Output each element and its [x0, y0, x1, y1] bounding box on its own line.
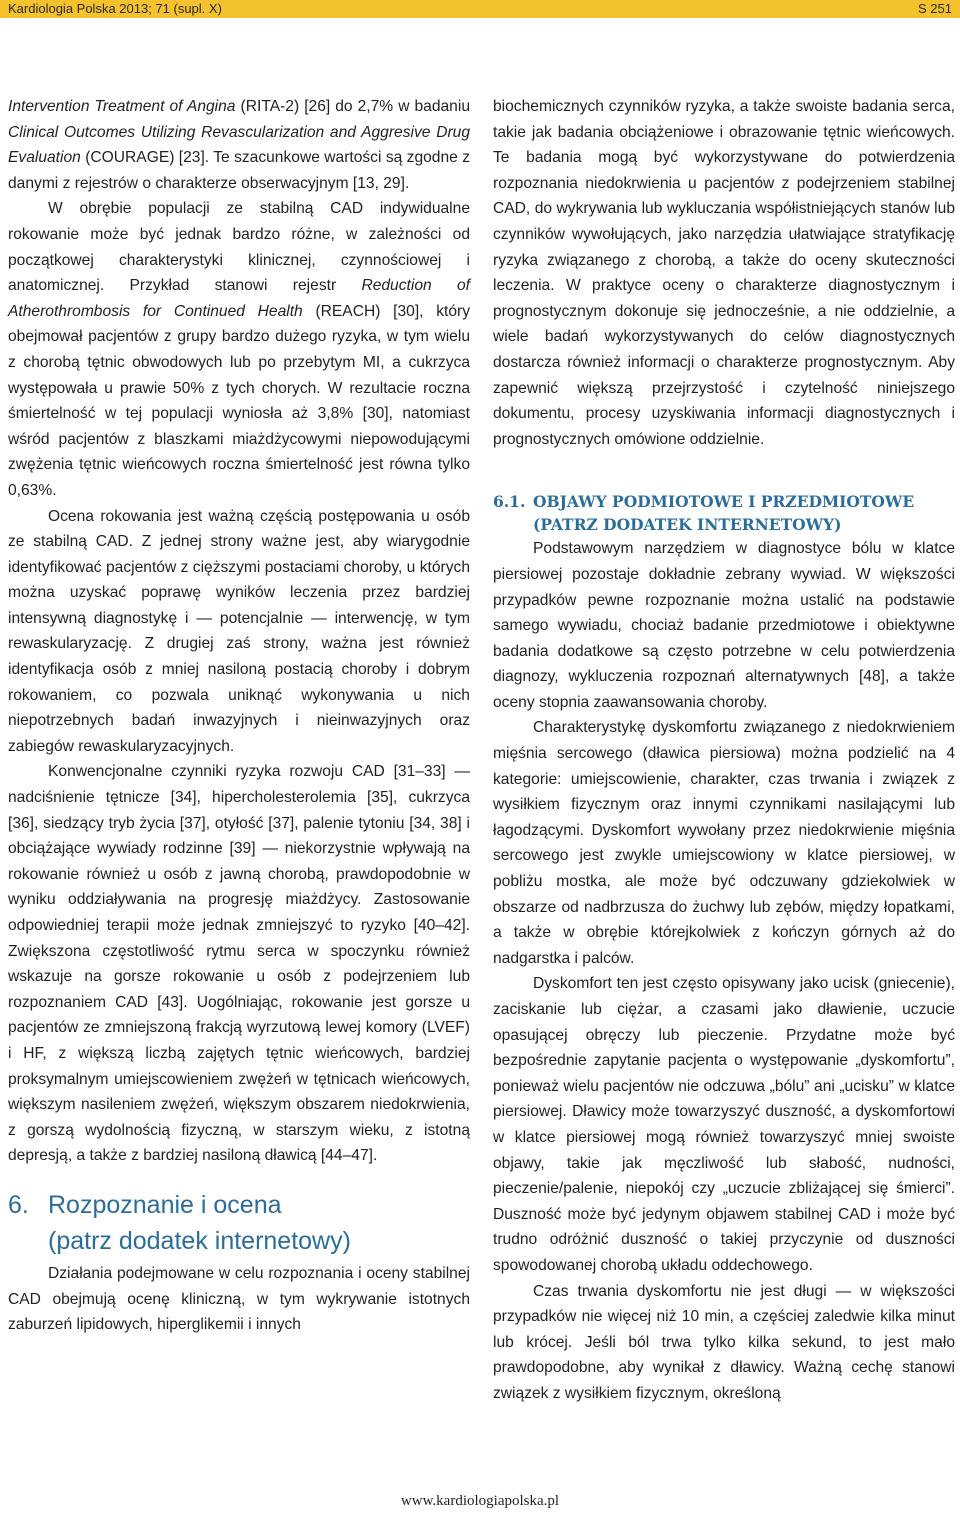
- paragraph: biochemicznych czynników ryzyka, a także swoiste badania serca, takie jak badania obciążeniowe i obrazowanie tętnic wieńcowych. Te badania mogą być wykorzystywane do potwierdzenia rozpoznania niedokrwienia u pacjentów z podejrzeniem stabilnej CAD, do wykrywania lub wykluczania współistniejących stanów lub czynników wywołujących, jako narzędzia ułatwiające stratyfikację ryzyka związanego z chorobą, a także do oceny skuteczności leczenia. W praktyce oceny o charakterze diagnostycznym i prognostycznym dokonuje się jednocześnie, a nie oddzielnie, a wiele badań wykorzystywanych do celów diagnostycznych dostarcza również informacji o charakterze prognostycznym. Aby zapewnić większą przejrzystość i czytelność niniejszego dokumentu, procesy uzyskiwania informacji diagnostycznych i prognostycznych omówione oddzielnie.: [493, 98, 955, 448]
- section-heading: [8, 1187, 470, 1259]
- paragraph-text: (RITA-2) [26] do 2,7% w badaniu: [235, 98, 470, 115]
- paragraph: Charakterystykę dyskomfortu związanego z niedokrwieniem mięśnia sercowego (dławica piersiowa) można podzielić na 4 kategorie: umiejscowienie, charakter, czas trwania i związek z wysiłkiem fizycznym oraz innymi czynnikami nasilającymi lub łagodzącymi. Dyskomfort wywołany przez niedokrwienie mięśnia sercowego jest zwykle umiejscowiony w klatce piersiowej, w pobliżu mostka, ale może być odczuwany gdziekolwiek w obszarze od nadbrzusza do żuchwy lub zębów, między łopatkami, a także w obrębie którejkolwiek z kończyn górnych aż do nadgarstka i palców.: [493, 719, 955, 967]
- paragraph: Czas trwania dyskomfortu nie jest długi — w większości przypadków nie więcej niż 10 min, a częściej zaledwie kilka minut lub krócej. Jeśli ból trwa tylko kilka sekund, to jest mało prawdopodobne, aby wynikał z dławicy. Ważną cechę stanowi związek z wysiłkiem fizycznym, określoną: [493, 1282, 955, 1402]
- paragraph-text: (COURAGE) [23]. Te szacunkowe wartości są zgodne z danymi z rejestrów o charakterze obserwacyjnym [13, 29].: [8, 149, 470, 192]
- section-subtitle: (patrz dodatek internetowy): [48, 1226, 351, 1255]
- paragraph: [8, 196, 470, 503]
- trial-name: Intervention Treatment of Angina: [8, 98, 236, 115]
- paragraph: Dyskomfort ten jest często opisywany jako ucisk (gniecenie), zaciskanie lub ciężar, a czasami jako dławienie, uczucie opasującej obręczy lub pieczenie. Przydatne może być bezpośrednie zapytanie pacjenta o występowanie „dyskomfortu”, ponieważ wielu pacjentów nie odczuwa „bólu” ani „ucisku” w klatce piersiowej. Dławicy może towarzyszyć duszność, a dyskomfortowi w klatce piersiowej mogą również towarzyszyć mniej swoiste objawy, takie jak męczliwość lub słabość, nudności, pieczenie/palenie, niepokój czy „uczucie zbliżającej się śmierci”. Duszność może być jedynym objawem stabilnej CAD i może być trudno odróżnić duszność o takiej przyczynie od duszności spowodowanej chorobą układu oddechowego.: [493, 975, 955, 1274]
- registry-name: Reduction of Atherothrombosis for Continued Health: [8, 277, 470, 320]
- section-number: 6.: [8, 1190, 29, 1219]
- running-header: [0, 0, 960, 18]
- paragraph: Działania podejmowane w celu rozpoznania i oceny stabilnej CAD obejmują ocenę kliniczną, w tym wykrywanie istotnych zaburzeń lipidowych, hiperglikemii i innych: [8, 1264, 470, 1334]
- paragraph: Ocena rokowania jest ważną częścią postępowania u osób ze stabilną CAD. Z jednej strony ważne jest, aby wiarygodnie identyfikować pacjentów z cięższymi postaciami choroby, u których można uzyskać poprawę wyników leczenia przez bardziej intensywną diagnostykę i — potencjalnie — interwencję, w tym rewaskularyzację. Z drugiej zaś strony, ważna jest również identyfikacja osób z mniej nasiloną postacią choroby i dobrym rokowaniem, co pozwala uniknąć wykonywania u nich niepotrzebnych badań inwazyjnych i nieinwazyjnych oraz zabiegów rewaskularyzacyjnych.: [8, 507, 470, 755]
- subsection-subtitle: (PATRZ DODATEK INTERNETOWY): [533, 515, 842, 535]
- left-column: [8, 94, 470, 1338]
- footer-url: www.kardiologiapolska.pl: [400, 1493, 560, 1509]
- paragraph: [8, 94, 470, 196]
- page-number: S 251: [918, 1, 952, 16]
- paragraph-text: (REACH) [30], który obejmował pacjentów z grupy bardzo dużego ryzyka, w tym wielu z chorobą tętnic obwodowych lub po przebytym MI, a cukrzyca występowała u prawie 50% z tych chorych. W rezultacie roczna śmiertelność w tej populacji wyniosła aż 3,8% [30], natomiast wśród pacjentów z blaszkami miażdżycowymi niepowodującymi zwężenia tętnic wieńcowych roczna śmiertelność jest równa tylko 0,63%.: [8, 302, 470, 499]
- trial-name: Clinical Outcomes Utilizing Revascularization and Aggresive Drug Evaluation: [8, 123, 470, 167]
- subsection-title: OBJAWY PODMIOTOWE I PRZEDMIOTOWE: [533, 492, 915, 512]
- paragraph-text: W obrębie populacji ze stabilną CAD indywidualne rokowanie może być jednak bardzo różne, w zależności od początkowej charakterystyki klinicznej, czynnościowej i anatomicznej. Przykład stanowi rejestr: [8, 200, 470, 295]
- paragraph: Podstawowym narzędziem w diagnostyce bólu w klatce piersiowej pozostaje dokładnie zebrany wywiad. W większości przypadków pewne rozpoznanie można ustalić na podstawie samego wywiadu, chociaż badanie przedmiotowe i obiektywne badania dodatkowe są często potrzebne w celu potwierdzenia diagnozy, wykluczenia rozpoznań alternatywnych [48], a także oceny stopnia zaawansowania choroby.: [493, 540, 955, 711]
- subsection-heading: [493, 490, 955, 536]
- journal-citation: Kardiologia Polska 2013; 71 (supl. X): [8, 1, 222, 16]
- subsection-number: 6.1.: [493, 492, 526, 512]
- paragraph: Konwencjonalne czynniki ryzyka rozwoju CAD [31–33] — nadciśnienie tętnicze [34], hipercholesterolemia [35], cukrzyca [36], siedzący tryb życia [37], otyłość [37], palenie tytoniu [34, 38] i obciążające wywiady rodzinne [39] — niekorzystnie wpływają na rokowanie również u osób z jawną chorobą, prawdopodobnie w wyniku oddziaływania na progresję miażdżycy. Zastosowanie odpowiedniej terapii może jednak zmniejszyć to ryzyko [40–42]. Zwiększona częstotliwość rytmu serca w spoczynku również wskazuje na gorsze rokowanie u osób z podejrzeniem lub rozpoznaniem CAD [43]. Uogólniając, rokowanie jest gorsze u pacjentów ze zmniejszoną frakcją wyrzutową lewej komory (LVEF) i HF, z większą liczbą zajętych tętnic wieńcowych, bardziej proksymalnym umiejscowieniem zwężeń w tętnicach wieńcowych, większym nasileniem zwężeń, większym obszarem niedokrwienia, z gorszą wydolnością fizyczną, w starszym wieku, z istotną depresją, a także z bardziej nasiloną dławicą [44–47].: [8, 763, 470, 1165]
- section-title: Rozpoznanie i ocena: [48, 1190, 282, 1219]
- right-column: [493, 94, 955, 1407]
